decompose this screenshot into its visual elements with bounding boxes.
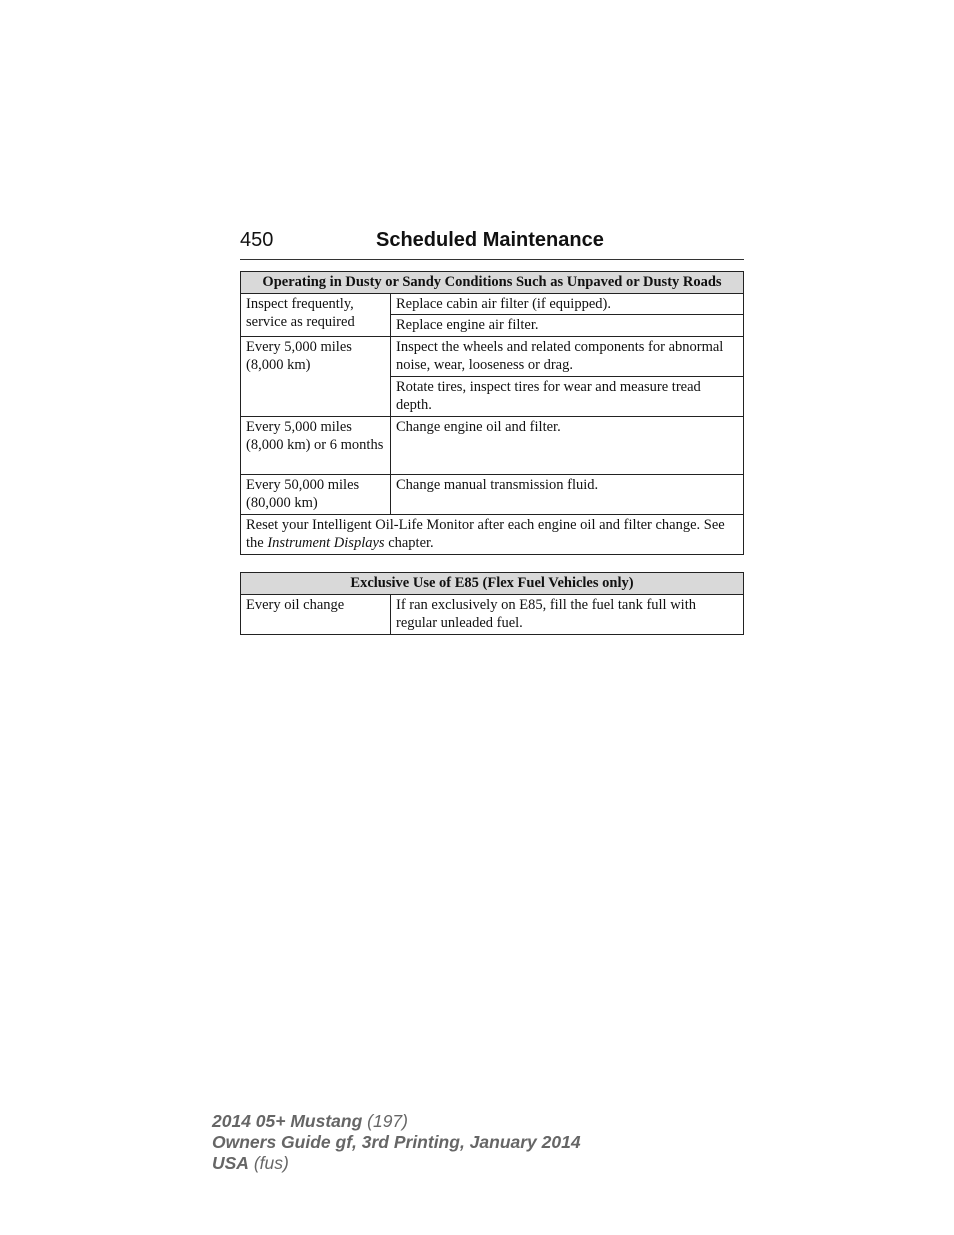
dusty-conditions-table <box>240 271 744 555</box>
footer-line-guide: Owners Guide gf, 3rd Printing, January 2014 <box>212 1132 581 1152</box>
task-cell: Inspect the wheels and related components for abnormal noise, wear, looseness or drag. <box>391 336 744 376</box>
footer-line-market: USA (fus) <box>212 1153 289 1173</box>
interval-cell: Inspect frequently, service as required <box>241 293 391 336</box>
page-number: 450 <box>240 229 274 251</box>
table-row <box>241 336 744 376</box>
interval-cell: Every oil change <box>241 594 391 634</box>
task-cell: Change manual transmission fluid. <box>391 474 744 514</box>
interval-cell: Every 5,000 miles (8,000 km) or 6 months <box>241 416 391 474</box>
task-cell: Rotate tires, inspect tires for wear and measure tread depth. <box>391 376 744 416</box>
table-row <box>241 474 744 514</box>
table-row <box>241 514 744 554</box>
task-cell: Replace engine air filter. <box>391 315 744 337</box>
table-row <box>241 293 744 315</box>
footer-line-model: 2014 05+ Mustang (197) <box>212 1111 408 1131</box>
page-header <box>240 229 744 260</box>
note-text-before: Reset your Intelligent Oil-Life Monitor after each engine oil and filter change. See the <box>246 516 725 551</box>
table-row <box>241 416 744 474</box>
table-row <box>241 594 744 634</box>
e85-table-heading: Exclusive Use of E85 (Flex Fuel Vehicles only) <box>241 573 744 595</box>
note-chapter-reference: Instrument Displays <box>267 535 385 551</box>
interval-cell: Every 5,000 miles (8,000 km) <box>241 336 391 416</box>
oil-life-note <box>241 514 744 554</box>
print-footer <box>212 1111 581 1174</box>
section-title: Scheduled Maintenance <box>376 229 604 251</box>
e85-table <box>240 572 744 635</box>
task-cell: Change engine oil and filter. <box>391 416 744 474</box>
note-text-after: chapter. <box>384 535 434 551</box>
interval-cell: Every 50,000 miles (80,000 km) <box>241 474 391 514</box>
task-cell: Replace cabin air filter (if equipped). <box>391 293 744 315</box>
task-cell: If ran exclusively on E85, fill the fuel tank full with regular unleaded fuel. <box>391 594 744 634</box>
dusty-table-heading: Operating in Dusty or Sandy Conditions Such as Unpaved or Dusty Roads <box>241 272 744 294</box>
